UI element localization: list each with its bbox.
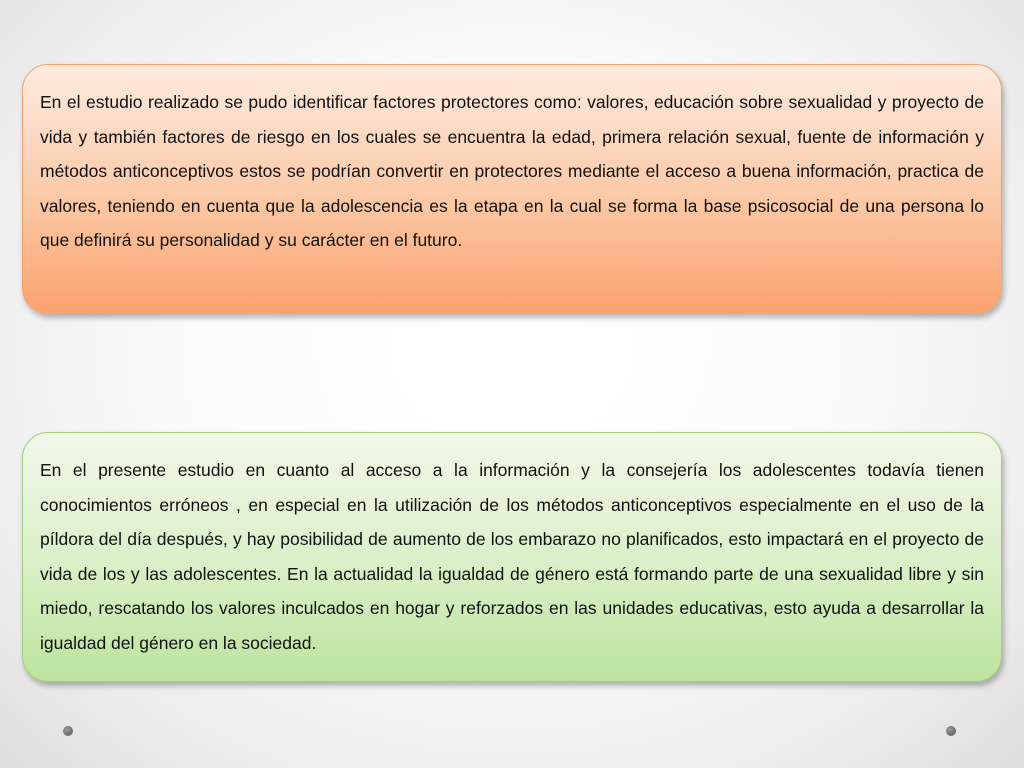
right-decorative-dot: [946, 726, 956, 736]
orange-text-box: [22, 64, 1002, 314]
left-decorative-dot: [63, 726, 73, 736]
green-box-paragraph: En el presente estudio en cuanto al acceso a la información y la consejería los adolescentes todavía tienen conocimientos erróneos , en especial en la utilización de los métodos anticonceptivos especialmente en el uso de la píldora del día después, y hay posibilidad de aumento de los embarazo no planificados, esto impactará en el proyecto de vida de los y las adolescentes. En la actualidad la igualdad de género está formando parte de una sexualidad libre y sin miedo, rescatando los valores inculcados en hogar y reforzados en las unidades educativas, esto ayuda a desarrollar la igualdad del género en la sociedad.: [40, 460, 984, 653]
orange-box-paragraph: En el estudio realizado se pudo identificar factores protectores como: valores, educación sobre sexualidad y proyecto de vida y también factores de riesgo en los cuales se encuentra la edad, primera relación sexual, fuente de información y métodos anticonceptivos estos se podrían convertir en protectores mediante el acceso a buena información, practica de valores, teniendo en cuenta que la adolescencia es la etapa en la cual se forma la base psicosocial de una persona lo que definirá su personalidad y su carácter en el futuro.: [40, 92, 984, 250]
green-text-box: [22, 432, 1002, 682]
